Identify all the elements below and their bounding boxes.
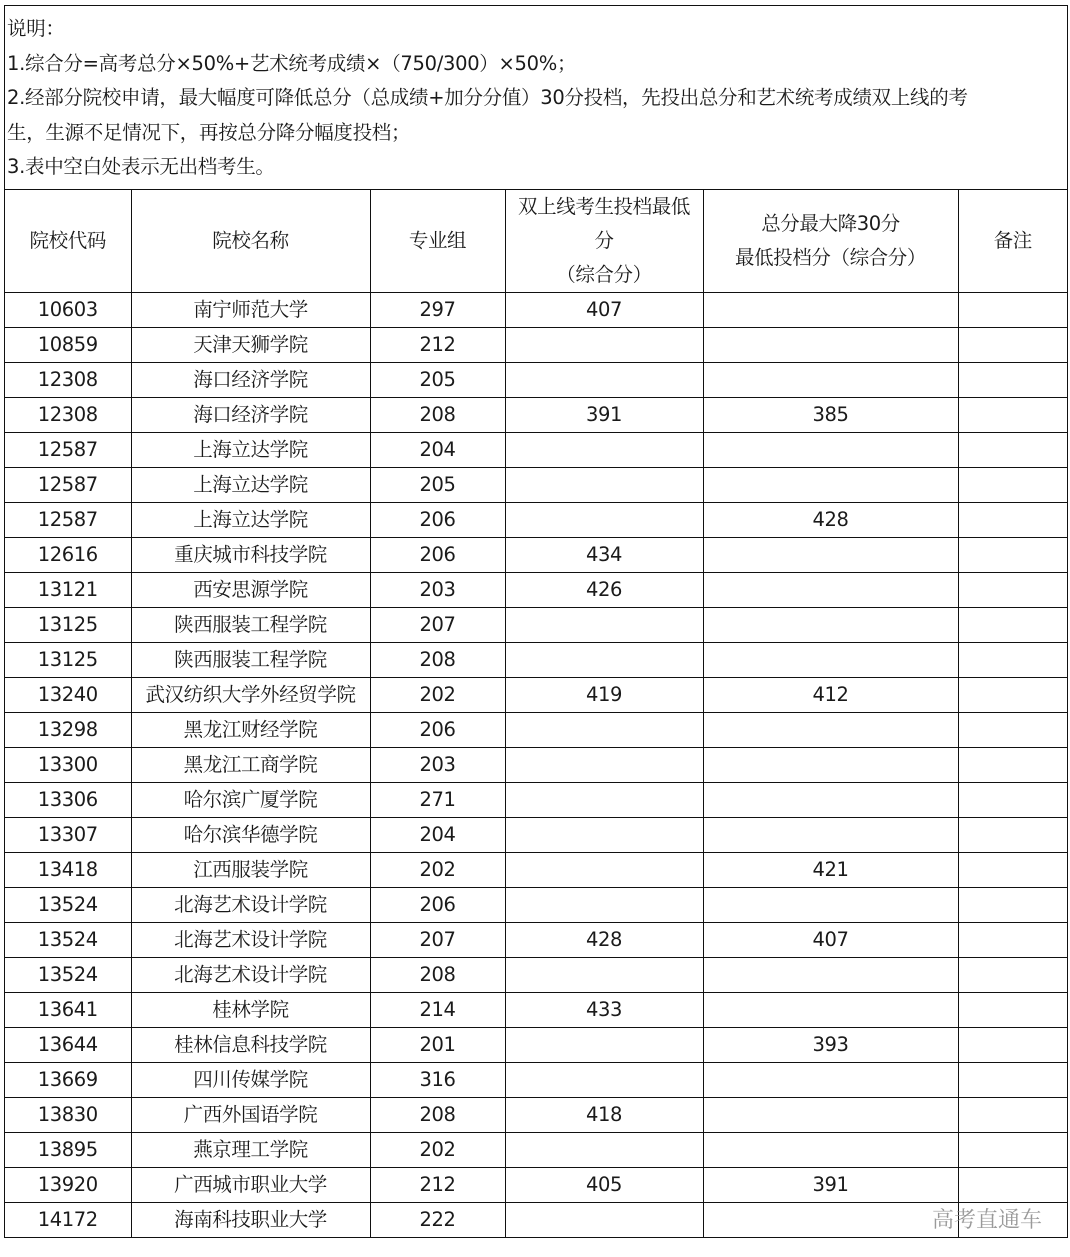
remark-cell bbox=[958, 607, 1067, 642]
school-name-cell: 海南科技职业大学 bbox=[131, 1202, 370, 1237]
drop-30-score-cell: 391 bbox=[703, 1167, 958, 1202]
dual-line-score-cell bbox=[505, 362, 703, 397]
major-group-cell: 202 bbox=[370, 677, 505, 712]
drop-30-score-cell bbox=[703, 747, 958, 782]
school-code-cell: 13641 bbox=[5, 992, 131, 1027]
school-name-cell: 桂林信息科技学院 bbox=[131, 1027, 370, 1062]
school-name-cell: 重庆城市科技学院 bbox=[131, 537, 370, 572]
table-row bbox=[5, 1202, 1067, 1237]
table-row bbox=[5, 782, 1067, 817]
table-row bbox=[5, 1097, 1067, 1132]
remark-cell bbox=[958, 572, 1067, 607]
major-group-cell: 212 bbox=[370, 327, 505, 362]
drop-30-score-cell bbox=[703, 607, 958, 642]
dual-line-score-cell bbox=[505, 467, 703, 502]
note-line-2: 2.经部分院校申请，最大幅度可降低总分（总成绩+加分分值）30分投档，先投出总分和艺术统考成绩双上线的考 bbox=[7, 86, 968, 109]
drop-30-score-cell bbox=[703, 957, 958, 992]
major-group-cell: 207 bbox=[370, 607, 505, 642]
school-code-cell: 12587 bbox=[5, 467, 131, 502]
remark-cell bbox=[958, 782, 1067, 817]
remark-cell bbox=[958, 502, 1067, 537]
school-code-cell: 13240 bbox=[5, 677, 131, 712]
table-row bbox=[5, 327, 1067, 362]
school-code-cell: 13121 bbox=[5, 572, 131, 607]
school-code-cell: 13895 bbox=[5, 1132, 131, 1167]
school-name-cell: 广西外国语学院 bbox=[131, 1097, 370, 1132]
drop-30-score-cell bbox=[703, 712, 958, 747]
table-row bbox=[5, 1027, 1067, 1062]
dual-line-score-cell: 426 bbox=[505, 572, 703, 607]
school-name-cell: 上海立达学院 bbox=[131, 467, 370, 502]
school-name-cell: 黑龙江财经学院 bbox=[131, 712, 370, 747]
table-row bbox=[5, 292, 1067, 327]
major-group-cell: 206 bbox=[370, 502, 505, 537]
table-header-row bbox=[5, 190, 1067, 293]
table-row bbox=[5, 432, 1067, 467]
major-group-cell: 205 bbox=[370, 467, 505, 502]
school-name-cell: 哈尔滨华德学院 bbox=[131, 817, 370, 852]
school-code-cell: 13125 bbox=[5, 607, 131, 642]
school-name-cell: 陕西服装工程学院 bbox=[131, 642, 370, 677]
remark-cell bbox=[958, 397, 1067, 432]
school-code-cell: 13524 bbox=[5, 957, 131, 992]
school-name-cell: 南宁师范大学 bbox=[131, 292, 370, 327]
major-group-cell: 206 bbox=[370, 887, 505, 922]
table-row bbox=[5, 642, 1067, 677]
dual-line-score-cell: 433 bbox=[505, 992, 703, 1027]
school-name-cell: 海口经济学院 bbox=[131, 362, 370, 397]
school-name-cell: 江西服装学院 bbox=[131, 852, 370, 887]
remark-cell bbox=[958, 1097, 1067, 1132]
major-group-cell: 203 bbox=[370, 747, 505, 782]
school-code-cell: 13300 bbox=[5, 747, 131, 782]
drop-30-score-cell bbox=[703, 432, 958, 467]
remark-cell bbox=[958, 362, 1067, 397]
dual-line-score-cell bbox=[505, 502, 703, 537]
table-row bbox=[5, 1062, 1067, 1097]
dual-line-score-cell: 419 bbox=[505, 677, 703, 712]
school-name-cell: 北海艺术设计学院 bbox=[131, 887, 370, 922]
table-row bbox=[5, 537, 1067, 572]
school-code-cell: 14172 bbox=[5, 1202, 131, 1237]
note-line-4: 3.表中空白处表示无出档考生。 bbox=[7, 155, 275, 178]
remark-cell bbox=[958, 642, 1067, 677]
dual-line-score-cell bbox=[505, 1132, 703, 1167]
header-drop-30-score bbox=[703, 190, 958, 293]
school-name-cell: 西安思源学院 bbox=[131, 572, 370, 607]
remark-cell bbox=[958, 957, 1067, 992]
school-name-cell: 武汉纺织大学外经贸学院 bbox=[131, 677, 370, 712]
school-name-cell: 四川传媒学院 bbox=[131, 1062, 370, 1097]
table-row bbox=[5, 852, 1067, 887]
school-code-cell: 12308 bbox=[5, 362, 131, 397]
dual-line-score-cell bbox=[505, 432, 703, 467]
school-code-cell: 13524 bbox=[5, 922, 131, 957]
table-body bbox=[5, 292, 1067, 1237]
major-group-cell: 206 bbox=[370, 712, 505, 747]
dual-line-score-cell bbox=[505, 957, 703, 992]
school-code-cell: 10859 bbox=[5, 327, 131, 362]
school-code-cell: 13298 bbox=[5, 712, 131, 747]
note-line-3: 生，生源不足情况下，再按总分降分幅度投档； bbox=[7, 120, 411, 144]
table-row bbox=[5, 502, 1067, 537]
remark-cell bbox=[958, 292, 1067, 327]
dual-line-score-cell bbox=[505, 782, 703, 817]
admission-sheet bbox=[4, 5, 1068, 1238]
school-name-cell: 北海艺术设计学院 bbox=[131, 957, 370, 992]
table-row bbox=[5, 712, 1067, 747]
table-row bbox=[5, 1167, 1067, 1202]
dual-line-score-cell bbox=[505, 1202, 703, 1237]
remark-cell bbox=[958, 747, 1067, 782]
dual-line-score-cell bbox=[505, 327, 703, 362]
notes-title: 说明： bbox=[7, 17, 65, 40]
dual-line-score-cell bbox=[505, 1027, 703, 1062]
drop-30-score-cell bbox=[703, 327, 958, 362]
header-major-group: 专业组 bbox=[370, 190, 505, 293]
major-group-cell: 207 bbox=[370, 922, 505, 957]
header-remark: 备注 bbox=[958, 190, 1067, 293]
drop-30-score-cell bbox=[703, 642, 958, 677]
table-row bbox=[5, 887, 1067, 922]
major-group-cell: 208 bbox=[370, 397, 505, 432]
school-name-cell: 海口经济学院 bbox=[131, 397, 370, 432]
drop-30-score-cell: 412 bbox=[703, 677, 958, 712]
major-group-cell: 208 bbox=[370, 1097, 505, 1132]
remark-cell bbox=[958, 1132, 1067, 1167]
drop-30-score-cell: 407 bbox=[703, 922, 958, 957]
dual-line-score-cell bbox=[505, 1062, 703, 1097]
school-name-cell: 上海立达学院 bbox=[131, 502, 370, 537]
table-row bbox=[5, 397, 1067, 432]
dual-line-score-cell bbox=[505, 642, 703, 677]
major-group-cell: 297 bbox=[370, 292, 505, 327]
drop-30-score-cell bbox=[703, 1132, 958, 1167]
remark-cell bbox=[958, 887, 1067, 922]
remark-cell bbox=[958, 817, 1067, 852]
major-group-cell: 202 bbox=[370, 1132, 505, 1167]
table-row bbox=[5, 1132, 1067, 1167]
school-code-cell: 12587 bbox=[5, 432, 131, 467]
drop-30-score-cell bbox=[703, 1062, 958, 1097]
major-group-cell: 222 bbox=[370, 1202, 505, 1237]
table-row bbox=[5, 957, 1067, 992]
drop-30-score-cell: 385 bbox=[703, 397, 958, 432]
drop-30-score-cell: 393 bbox=[703, 1027, 958, 1062]
school-code-cell: 13524 bbox=[5, 887, 131, 922]
school-name-cell: 天津天狮学院 bbox=[131, 327, 370, 362]
header-drop-line-1: 总分最大降30分 bbox=[761, 211, 900, 235]
remark-cell bbox=[958, 852, 1067, 887]
school-code-cell: 13307 bbox=[5, 817, 131, 852]
dual-line-score-cell bbox=[505, 887, 703, 922]
header-school-name: 院校名称 bbox=[131, 190, 370, 293]
school-code-cell: 12308 bbox=[5, 397, 131, 432]
table-row bbox=[5, 992, 1067, 1027]
drop-30-score-cell: 421 bbox=[703, 852, 958, 887]
dual-line-score-cell bbox=[505, 607, 703, 642]
table-row bbox=[5, 607, 1067, 642]
remark-cell bbox=[958, 1027, 1067, 1062]
drop-30-score-cell: 428 bbox=[703, 502, 958, 537]
major-group-cell: 214 bbox=[370, 992, 505, 1027]
school-code-cell: 12616 bbox=[5, 537, 131, 572]
table-row bbox=[5, 922, 1067, 957]
major-group-cell: 271 bbox=[370, 782, 505, 817]
remark-cell bbox=[958, 712, 1067, 747]
school-code-cell: 13418 bbox=[5, 852, 131, 887]
dual-line-score-cell bbox=[505, 712, 703, 747]
school-name-cell: 广西城市职业大学 bbox=[131, 1167, 370, 1202]
remark-cell bbox=[958, 1167, 1067, 1202]
dual-line-score-cell bbox=[505, 817, 703, 852]
dual-line-score-cell: 434 bbox=[505, 537, 703, 572]
school-name-cell: 北海艺术设计学院 bbox=[131, 922, 370, 957]
dual-line-score-cell bbox=[505, 852, 703, 887]
major-group-cell: 208 bbox=[370, 642, 505, 677]
major-group-cell: 316 bbox=[370, 1062, 505, 1097]
dual-line-score-cell bbox=[505, 747, 703, 782]
school-code-cell: 13830 bbox=[5, 1097, 131, 1132]
table-row bbox=[5, 817, 1067, 852]
dual-line-score-cell: 391 bbox=[505, 397, 703, 432]
school-code-cell: 10603 bbox=[5, 292, 131, 327]
notes-section bbox=[5, 6, 1067, 190]
table-row bbox=[5, 362, 1067, 397]
note-line-1: 1.综合分=高考总分×50%+艺术统考成绩×（750/300）×50%； bbox=[7, 51, 577, 75]
remark-cell bbox=[958, 922, 1067, 957]
school-name-cell: 哈尔滨广厦学院 bbox=[131, 782, 370, 817]
dual-line-score-cell: 407 bbox=[505, 292, 703, 327]
major-group-cell: 212 bbox=[370, 1167, 505, 1202]
header-dual-line-3: （综合分） bbox=[556, 262, 652, 286]
school-name-cell: 黑龙江工商学院 bbox=[131, 747, 370, 782]
admission-score-table bbox=[5, 190, 1067, 1238]
major-group-cell: 204 bbox=[370, 817, 505, 852]
school-code-cell: 13920 bbox=[5, 1167, 131, 1202]
remark-cell bbox=[958, 467, 1067, 502]
remark-cell bbox=[958, 432, 1067, 467]
drop-30-score-cell bbox=[703, 537, 958, 572]
major-group-cell: 202 bbox=[370, 852, 505, 887]
school-name-cell: 陕西服装工程学院 bbox=[131, 607, 370, 642]
table-row bbox=[5, 467, 1067, 502]
drop-30-score-cell bbox=[703, 887, 958, 922]
dual-line-score-cell: 428 bbox=[505, 922, 703, 957]
school-code-cell: 13644 bbox=[5, 1027, 131, 1062]
remark-cell bbox=[958, 327, 1067, 362]
drop-30-score-cell bbox=[703, 572, 958, 607]
major-group-cell: 206 bbox=[370, 537, 505, 572]
header-dual-line-1: 双上线考生投档最低 bbox=[518, 194, 690, 218]
major-group-cell: 204 bbox=[370, 432, 505, 467]
school-name-cell: 燕京理工学院 bbox=[131, 1132, 370, 1167]
table-row bbox=[5, 677, 1067, 712]
remark-cell bbox=[958, 537, 1067, 572]
drop-30-score-cell bbox=[703, 817, 958, 852]
major-group-cell: 205 bbox=[370, 362, 505, 397]
major-group-cell: 203 bbox=[370, 572, 505, 607]
header-school-code: 院校代码 bbox=[5, 190, 131, 293]
drop-30-score-cell bbox=[703, 362, 958, 397]
header-drop-line-2: 最低投档分（综合分） bbox=[734, 245, 926, 269]
major-group-cell: 208 bbox=[370, 957, 505, 992]
dual-line-score-cell: 405 bbox=[505, 1167, 703, 1202]
drop-30-score-cell bbox=[703, 467, 958, 502]
school-name-cell: 上海立达学院 bbox=[131, 432, 370, 467]
header-dual-line-score bbox=[505, 190, 703, 293]
watermark: 高考直通车 bbox=[931, 1208, 1042, 1233]
drop-30-score-cell bbox=[703, 782, 958, 817]
remark-cell bbox=[958, 677, 1067, 712]
school-code-cell: 12587 bbox=[5, 502, 131, 537]
school-name-cell: 桂林学院 bbox=[131, 992, 370, 1027]
major-group-cell: 201 bbox=[370, 1027, 505, 1062]
table-row bbox=[5, 747, 1067, 782]
header-dual-line-2: 分 bbox=[594, 228, 614, 252]
remark-cell bbox=[958, 992, 1067, 1027]
drop-30-score-cell bbox=[703, 992, 958, 1027]
dual-line-score-cell: 418 bbox=[505, 1097, 703, 1132]
school-code-cell: 13306 bbox=[5, 782, 131, 817]
school-code-cell: 13125 bbox=[5, 642, 131, 677]
drop-30-score-cell bbox=[703, 1097, 958, 1132]
drop-30-score-cell bbox=[703, 292, 958, 327]
table-row bbox=[5, 572, 1067, 607]
school-code-cell: 13669 bbox=[5, 1062, 131, 1097]
remark-cell bbox=[958, 1062, 1067, 1097]
drop-30-score-cell bbox=[703, 1202, 958, 1237]
